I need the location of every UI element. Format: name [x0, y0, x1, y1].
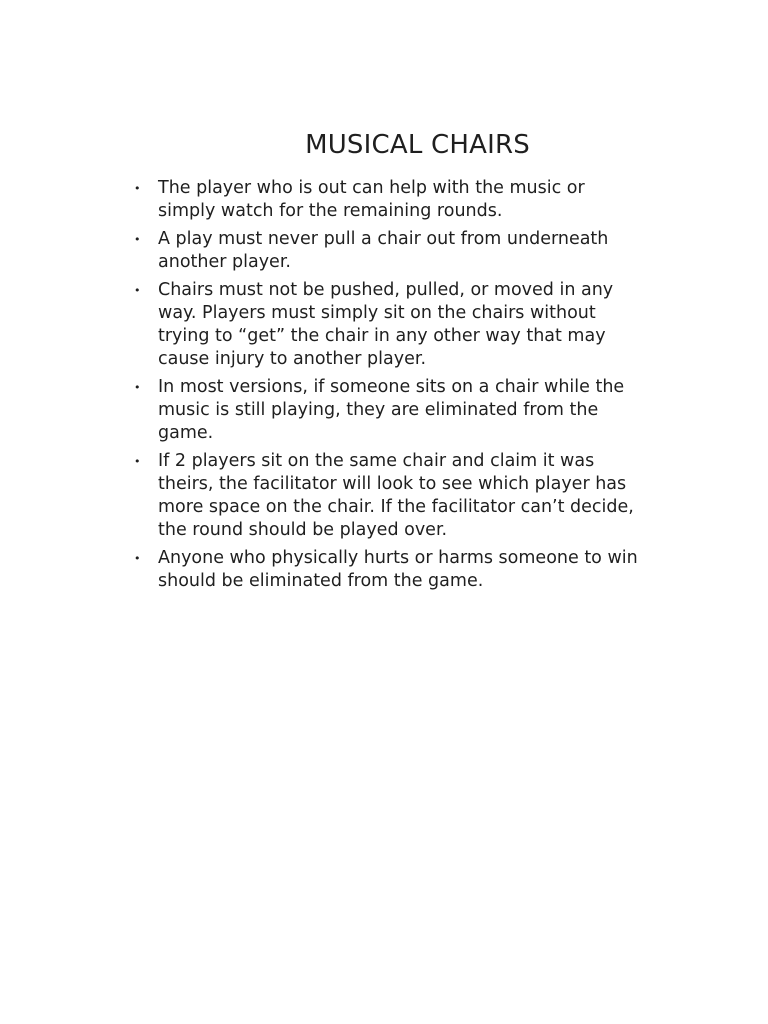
rule-item	[0, 376, 768, 445]
rule-item	[0, 279, 768, 371]
bullet-icon: •	[134, 455, 141, 468]
rule-text: If 2 players sit on the same chair and claim it was theirs, the facilitator will look to see which player has more space on the chair. If the facilitator can’t decide, the round should be played over.	[158, 451, 634, 540]
bullet-icon: •	[134, 284, 141, 297]
bullet-icon: •	[134, 552, 141, 565]
rule-text: Anyone who physically hurts or harms someone to win should be eliminated from the game.	[158, 548, 638, 591]
rule-text: In most versions, if someone sits on a chair while the music is still playing, they are eliminated from the game.	[158, 377, 625, 443]
bullet-icon: •	[134, 381, 141, 394]
rules-list	[0, 177, 768, 598]
rule-item	[0, 177, 768, 223]
rule-item	[0, 547, 768, 593]
rule-item	[0, 228, 768, 274]
rule-text: A play must never pull a chair out from underneath another player.	[158, 229, 609, 272]
rule-text: Chairs must not be pushed, pulled, or moved in any way. Players must simply sit on the chairs without trying to “get” the chair in any other way that may cause injury to another player.	[158, 280, 614, 369]
rule-text: The player who is out can help with the music or simply watch for the remaining rounds.	[158, 178, 585, 221]
bullet-icon: •	[134, 233, 141, 246]
bullet-icon: •	[134, 182, 141, 195]
rule-item	[0, 450, 768, 542]
document-title: MUSICAL CHAIRS	[305, 130, 530, 160]
